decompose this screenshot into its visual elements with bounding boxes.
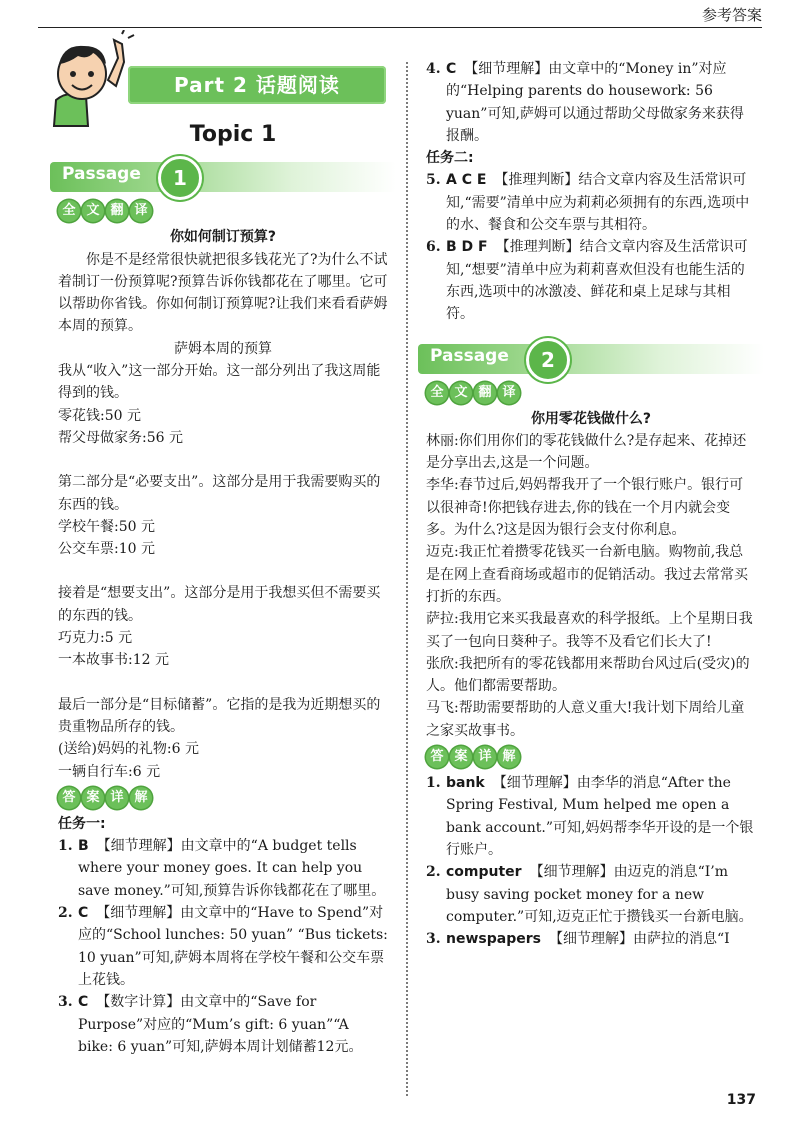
dialogue-line: 李华:春节过后,妈妈帮我开了一个银行账户。银行可以很神奇!你把钱存进去,你的钱在一个月内就会变多。为什么?这是因为银行会支付你利息。 (426, 477, 744, 539)
heading-chip: 翻 (474, 382, 496, 404)
answer-number: 5. (426, 172, 441, 189)
page-number: 137 (726, 1092, 756, 1108)
answer-key: A C E (446, 172, 487, 189)
answer-item (426, 169, 756, 236)
dialogue-line: 马飞:帮助需要帮助的人意义重大!我计划下周给儿童之家买故事书。 (426, 700, 745, 739)
answer-explanation: 【推理判断】结合文章内容及生活常识可知,“想要”清单中应为莉莉喜欢但没有也能生活的东西,选项中的冰激凌、鲜花和桌上足球与其相符。 (446, 239, 748, 323)
heading-chip: 全 (58, 200, 80, 222)
need-item: 公交车票:10 元 (58, 541, 155, 558)
passage-label: Passage (430, 345, 509, 366)
heading-chip: 案 (82, 787, 104, 809)
answer-number: 2. (58, 905, 73, 922)
answer-item (426, 236, 756, 325)
dialogue-line: 迈克:我正忙着攒零花钱买一台新电脑。购物前,我总是在网上查看商场或超市的促销活动。我过去常常买打折的东西。 (426, 544, 748, 605)
translation-heading (426, 382, 756, 404)
income-text: 我从“收入”这一部分开始。这一部分列出了我这周能得到的钱。 (58, 363, 381, 402)
answer-explanation: 【细节理解】由迈克的消息“I’m busy saving pocket money for a new computer.”可知,迈克正忙于攒钱买一台新电脑。 (446, 864, 753, 925)
heading-chip: 翻 (106, 200, 128, 222)
heading-chip: 详 (474, 746, 496, 768)
answer-key: C (78, 994, 89, 1011)
passage-1-intro: 你是不是经常很快就把很多钱花光了?为什么不试着制订一份预算呢?预算告诉你钱都花在了哪里。它可以帮助你省钱。你如何制订预算呢?让我们来看看萨姆本周的预算。 (58, 251, 388, 335)
answer-item (58, 991, 388, 1058)
topic-title: Topic 1 (189, 122, 277, 147)
answer-key: B D F (446, 239, 488, 256)
dialogue-line: 林丽:你们用你们的零花钱做什么?是存起来、花掉还是分享出去,这是一个问题。 (426, 432, 747, 472)
want-item: 巧克力:5 元 (58, 630, 133, 647)
answer-heading (426, 746, 756, 768)
answer-explanation: 【细节理解】由文章中的“Money in”对应的“Helping parents do housework: 56 yuan”可知,萨姆可以通过帮助父母做家务来获得报酬。 (446, 61, 744, 144)
left-column (58, 40, 388, 1058)
task-2-label: 任务二: (426, 150, 474, 167)
answer-explanation: 【推理判断】结合文章内容及生活常识可知,“需要”清单中应为莉莉必须拥有的东西,选项中的水、餐食和公交车票与其相符。 (446, 172, 750, 234)
passage-2-title: 你用零花钱做什么? (530, 410, 652, 427)
answer-explanation: 【细节理解】由文章中的“A budget tells where your money goes. It can help you save money.”可知,预算告诉你钱都花在了哪里。 (78, 838, 386, 899)
answer-key: bank (446, 775, 485, 792)
passage-1-title: 你如何制订预算? (169, 229, 277, 246)
answer-key: computer (446, 864, 522, 881)
answer-item (58, 902, 388, 991)
page-header-title: 参考答案 (701, 6, 762, 24)
passage-1-banner (50, 156, 388, 192)
answer-explanation: 【细节理解】由文章中的“Have to Spend”对应的“School lunches: 50 yuan” “Bus tickets: 10 yuan”可知,萨姆本周将在学校午餐和公交车票上花钱。 (78, 905, 388, 988)
income-item: 帮父母做家务:56 元 (58, 429, 183, 446)
passage-number: 2 (526, 338, 570, 382)
want-item: 一本故事书:12 元 (58, 652, 169, 669)
answer-number: 6. (426, 239, 441, 256)
answer-key: B (78, 838, 89, 855)
save-item: (送给)妈妈的礼物:6 元 (58, 741, 199, 758)
answer-explanation: 【细节理解】由李华的消息“After the Spring Festival, Mum helped me open a bank account.”可知,妈妈帮李华开设的是一个银行账户。 (446, 775, 754, 858)
heading-chip: 文 (82, 200, 104, 222)
answer-number: 2. (426, 864, 441, 881)
budget-title: 萨姆本周的预算 (174, 340, 272, 357)
answer-item (426, 772, 756, 861)
heading-chip: 详 (106, 787, 128, 809)
passage-number: 1 (158, 156, 202, 200)
answer-key: C (446, 61, 457, 77)
heading-chip: 译 (498, 382, 520, 404)
answer-number: 3. (426, 931, 441, 948)
answer-item (426, 861, 756, 928)
dialogue-line: 萨拉:我用它来买我最喜欢的科学报纸。上个星期日我买了一包向日葵种子。我等不及看它们长大了! (426, 611, 753, 650)
answer-number: 1. (426, 775, 441, 792)
answer-number: 3. (58, 994, 73, 1011)
header-rule (38, 27, 762, 28)
save-text: 最后一部分是“目标储蓄”。它指的是我为近期想买的贵重物品所存的钱。 (58, 696, 381, 735)
want-text: 接着是“想要支出”。这部分是用于我想买但不需要买的东西的钱。 (58, 585, 381, 624)
passage-2-banner (418, 338, 756, 374)
need-text: 第二部分是“必要支出”。这部分是用于我需要购买的东西的钱。 (58, 474, 381, 513)
answer-explanation: 【数字计算】由文章中的“Save for Purpose”对应的“Mum’s gift: 6 yuan”“A bike: 6 yuan”可知,萨姆本周计划储蓄12元。 (78, 994, 363, 1055)
answer-heading (58, 787, 388, 809)
answer-explanation: 【细节理解】由萨拉的消息“I (548, 931, 730, 948)
heading-chip: 文 (450, 382, 472, 404)
task-1-label: 任务一: (58, 815, 106, 832)
passage-label: Passage (62, 164, 141, 185)
answer-number: 4. (426, 61, 441, 77)
part-title: Part 2 话题阅读 (128, 66, 386, 104)
answer-key: C (78, 905, 89, 922)
answer-item (426, 928, 756, 950)
boy-mascot-icon (48, 30, 138, 130)
right-column (426, 58, 756, 950)
column-divider (406, 62, 408, 1096)
part-banner (58, 56, 388, 120)
income-item: 零花钱:50 元 (58, 407, 141, 424)
heading-chip: 答 (58, 787, 80, 809)
heading-chip: 解 (498, 746, 520, 768)
save-item: 一辆自行车:6 元 (58, 763, 161, 780)
answer-number: 1. (58, 838, 73, 855)
heading-chip: 答 (426, 746, 448, 768)
need-item: 学校午餐:50 元 (58, 518, 155, 535)
dialogue-line: 张欣:我把所有的零花钱都用来帮助台风过后(受灾)的人。他们都需要帮助。 (426, 655, 750, 695)
answer-key: newspapers (446, 931, 541, 948)
translation-heading (58, 200, 388, 222)
heading-chip: 解 (130, 787, 152, 809)
answer-item (426, 58, 756, 147)
answer-item (58, 835, 388, 902)
heading-chip: 案 (450, 746, 472, 768)
heading-chip: 译 (130, 200, 152, 222)
heading-chip: 全 (426, 382, 448, 404)
